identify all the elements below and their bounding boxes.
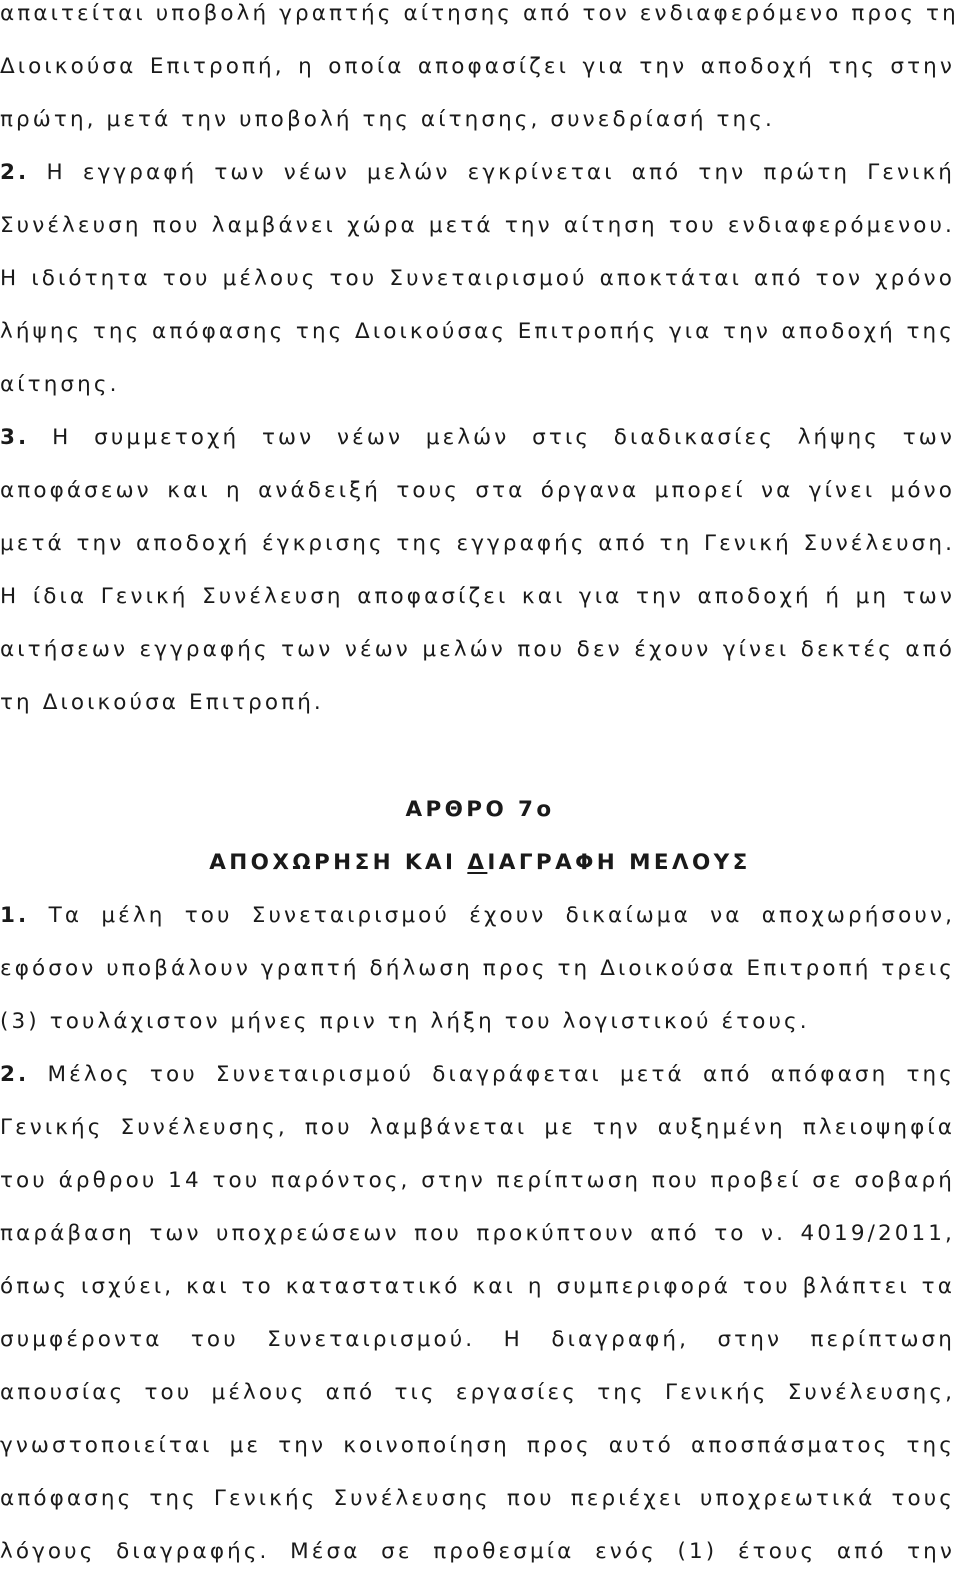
- paragraph-line: αιτήσεων εγγραφής των νέων μελών που δεν έχουν γίνει δεκτές από: [0, 637, 955, 662]
- paragraph-line: 3. Η συμμετοχή των νέων μελών στις διαδικασίες λήψης των: [0, 425, 956, 450]
- paragraph-line: απόφασης της Γενικής Συνέλευσης που περιέχει υποχρεωτικά τους: [0, 1486, 955, 1511]
- paragraph-line: 2. Μέλος του Συνεταιρισμού διαγράφεται μετά από απόφαση της: [0, 1062, 955, 1087]
- paragraph-number: 2.: [0, 160, 30, 185]
- paragraph-line: 2. Η εγγραφή των νέων μελών εγκρίνεται από την πρώτη Γενική: [0, 160, 956, 185]
- paragraph-line: μετά την αποδοχή έγκρισης της εγγραφής από τη Γενική Συνέλευση.: [0, 531, 955, 556]
- paragraph-line: όπως ισχύει, και το καταστατικό και η συμπεριφορά του βλάπτει τα: [0, 1274, 955, 1299]
- paragraph-line: λήψης της απόφασης της Διοικούσας Επιτροπής για την αποδοχή της: [0, 319, 955, 344]
- paragraph-line: Γενικής Συνέλευσης, που λαμβάνεται με την αυξημένη πλειοψηφία: [0, 1115, 955, 1140]
- paragraph-line: αίτησης.: [0, 372, 120, 397]
- article-number-heading: ΑΡΘΡΟ 7ο: [405, 797, 555, 822]
- paragraph-line: παράβαση των υποχρεώσεων που προκύπτουν από το ν. 4019/2011,: [0, 1221, 955, 1246]
- paragraph-line: 1. Τα μέλη του Συνεταιρισμού έχουν δικαίωμα να αποχωρήσουν,: [0, 903, 955, 928]
- paragraph-line: Η ιδιότητα του μέλους του Συνεταιρισμού αποκτάται από τον χρόνο: [0, 266, 955, 291]
- paragraph-line: γνωστοποιείται με την κοινοποίηση προς αυτό αποσπάσματος της: [0, 1433, 955, 1458]
- paragraph-line: αποφάσεων και η ανάδειξή τους στα όργανα μπορεί να γίνει μόνο: [0, 478, 955, 503]
- paragraph-line: Η ίδια Γενική Συνέλευση αποφασίζει και για την αποδοχή ή μη των: [0, 584, 955, 609]
- paragraph-number: 3.: [0, 425, 30, 450]
- paragraph-line: Διοικούσα Επιτροπή, η οποία αποφασίζει για την αποδοχή της στην: [0, 54, 955, 79]
- paragraph-line: εφόσον υποβάλουν γραπτή δήλωση προς τη Διοικούσα Επιτροπή τρεις: [0, 956, 955, 981]
- paragraph-line: απαιτείται υποβολή γραπτής αίτησης από τον ενδιαφερόμενο προς τη: [0, 1, 959, 26]
- paragraph-line: τη Διοικούσα Επιτροπή.: [0, 690, 324, 715]
- paragraph-line: (3) τουλάχιστον μήνες πριν τη λήξη του λογιστικού έτους.: [0, 1009, 810, 1034]
- paragraph-line: συμφέροντα του Συνεταιρισμού. Η διαγραφή, στην περίπτωση: [0, 1327, 955, 1352]
- paragraph-line: πρώτη, μετά την υποβολή της αίτησης, συνεδρίασή της.: [0, 107, 775, 132]
- paragraph-line: απουσίας του μέλους από τις εργασίες της Γενικής Συνέλευσης,: [0, 1380, 955, 1405]
- paragraph-number: 2.: [0, 1062, 30, 1087]
- paragraph-line: λόγους διαγραφής. Μέσα σε προθεσμία ενός (1) έτους από την: [0, 1539, 955, 1564]
- paragraph-line: του άρθρου 14 του παρόντος, στην περίπτωση που προβεί σε σοβαρή: [0, 1168, 955, 1193]
- paragraph-line: Συνέλευση που λαμβάνει χώρα μετά την αίτηση του ενδιαφερόμενου.: [0, 213, 955, 238]
- article-title-heading: ΑΠΟΧΩΡΗΣΗ ΚΑΙ ΔΙΑΓΡΑΦΗ ΜΕΛΟΥΣ: [209, 850, 751, 875]
- paragraph-number: 1.: [0, 903, 30, 928]
